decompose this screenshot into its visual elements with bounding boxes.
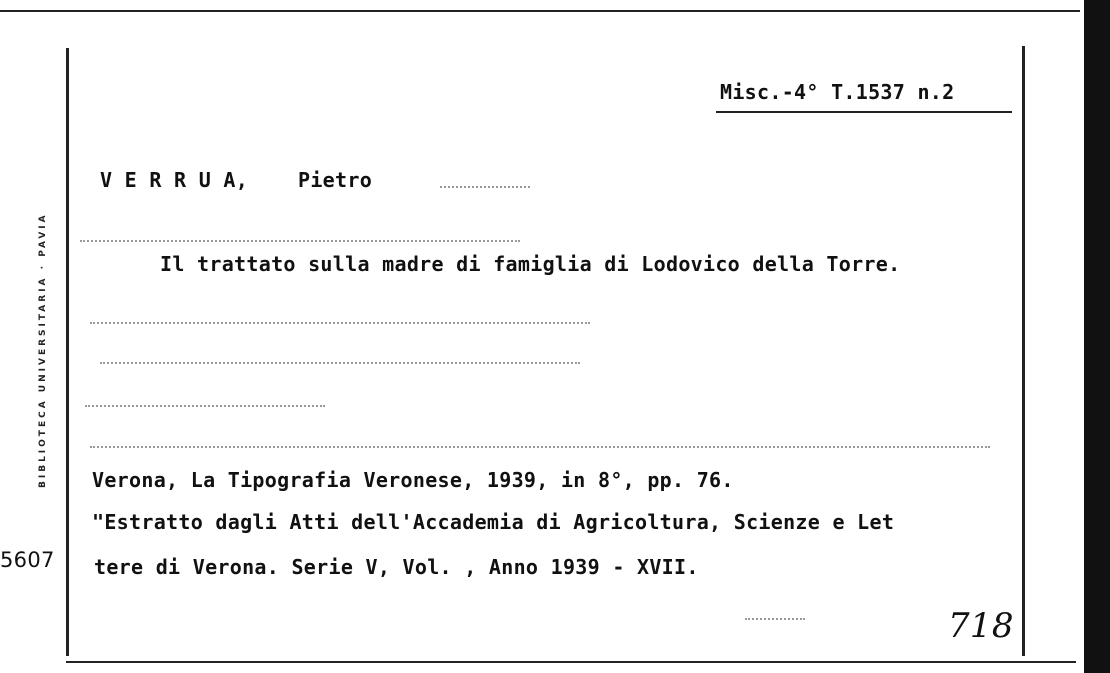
left-border (66, 48, 69, 656)
right-border (1022, 46, 1025, 656)
ruling-line (90, 322, 590, 324)
shelfmark-underline (716, 111, 1012, 113)
ruling-line (90, 446, 990, 448)
margin-number: 5607 (0, 548, 55, 572)
note-line-2: tere di Verona. Serie V, Vol. , Anno 1939 - XVII. (94, 555, 699, 579)
ruling-line (80, 240, 520, 242)
note-line-1: "Estratto dagli Atti dell'Accademia di Agricoltura, Scienze e Let (92, 510, 895, 534)
ruling-line (85, 405, 325, 407)
author-forename: Pietro (298, 168, 373, 192)
scan-edge (1084, 0, 1110, 673)
ruling-line (440, 186, 530, 188)
title-line: Il trattato sulla madre di famiglia di Lodovico della Torre. (160, 252, 901, 276)
library-stamp: BIBLIOTECA UNIVERSITARIA · PAVIA (38, 212, 48, 488)
imprint-line: Verona, La Tipografia Veronese, 1939, in 8°, pp. 76. (92, 468, 734, 492)
ruling-line (100, 362, 580, 364)
shelfmark: Misc.-4° T.1537 n.2 (720, 80, 955, 104)
handwritten-number: 718 (948, 606, 1014, 646)
top-border (0, 10, 1080, 12)
author-surname: V E R R U A, (100, 168, 249, 192)
ruling-line (745, 618, 805, 620)
bottom-border (66, 661, 1076, 663)
